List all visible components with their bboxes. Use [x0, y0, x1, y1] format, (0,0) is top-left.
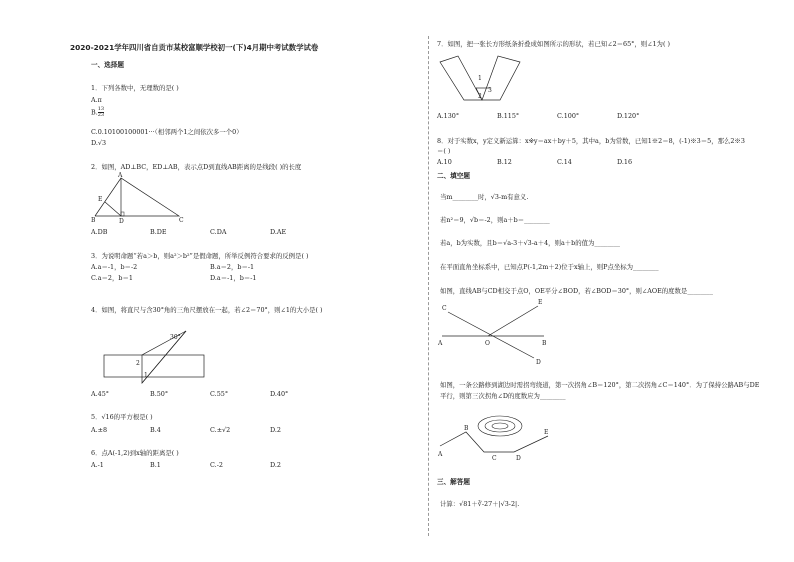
- q2-label-c: C: [179, 217, 184, 224]
- fill-q6-label-c: C: [492, 455, 497, 462]
- q5-option-a[interactable]: A.±8: [91, 426, 108, 434]
- fill-q5-label-e: E: [538, 299, 543, 306]
- q1-option-c[interactable]: C.0.10100100001···（相邻两个1之间依次多一个0）: [91, 128, 243, 136]
- q8-stem: 8．对于实数x，y定义新运算：x※y＝ax＋by＋5，其中a，b为常数，已知1※2＝8，(-1)※3＝5，那么2※3: [437, 137, 745, 145]
- fill-q3[interactable]: 若a，b为实数，且b＝√a-3＋√3-a＋4，则a＋b的值为________: [440, 239, 620, 247]
- fill-q4[interactable]: 在平面直角坐标系中，已知点P(-1,2m＋2)位于x轴上，则P点坐标为________: [440, 263, 659, 271]
- fill-q6-label-d: D: [516, 455, 521, 462]
- q3-option-a[interactable]: A.a＝-1，b＝-2: [91, 263, 138, 271]
- q4-option-d[interactable]: D.40°: [270, 390, 289, 398]
- fill-q5-label-a: A: [438, 340, 443, 347]
- q5-stem: 5．√16的平方根是( ): [91, 413, 153, 421]
- solve-q1[interactable]: 计算：√81＋∛-27＋|√3-2|.: [440, 500, 520, 508]
- q5-option-c[interactable]: C.±√2: [210, 426, 231, 434]
- q7-label-1: 1: [478, 75, 482, 82]
- q4-angle-label: 30°: [170, 334, 181, 341]
- q7-option-b[interactable]: B.115°: [497, 112, 520, 120]
- fill-q5-label-d: D: [536, 359, 541, 366]
- q7-label-2: 2: [478, 93, 482, 100]
- q4-option-a[interactable]: A.45°: [91, 390, 109, 398]
- fill-q6-line2: 平行，则第三次拐角∠D的度数应为________: [440, 392, 566, 400]
- q2-label-b: B: [91, 217, 96, 224]
- q6-option-a[interactable]: A.-1: [91, 461, 104, 469]
- fill-q5-figure: [438, 298, 558, 368]
- q7-figure: [438, 54, 528, 104]
- q2-label-a: A: [118, 172, 123, 179]
- section-choice: 一、选择题: [91, 61, 124, 69]
- q2-label-d: D: [119, 218, 124, 225]
- q2-option-d[interactable]: D.AE: [270, 228, 287, 236]
- column-divider: [428, 36, 429, 536]
- q8-stem-cont: ＝( ): [437, 147, 451, 155]
- q8-option-c[interactable]: C.14: [557, 158, 572, 166]
- section-fill: 二、填空题: [437, 172, 470, 180]
- fill-q2[interactable]: 若n²＝9，√b＝-2，则a＋b＝________: [440, 216, 550, 224]
- q3-stem: 3．为说明命题“若a＞b，则a²＞b²”是假命题，所举反例符合要求的反例是( ): [91, 252, 309, 260]
- q4-figure: [100, 325, 210, 385]
- fill-q6-label-b: B: [464, 425, 469, 432]
- q6-option-b[interactable]: B.1: [150, 461, 161, 469]
- q7-option-c[interactable]: C.100°: [557, 112, 580, 120]
- q2-option-c[interactable]: C.DA: [210, 228, 227, 236]
- q6-option-d[interactable]: D.2: [270, 461, 281, 469]
- q8-option-d[interactable]: D.16: [617, 158, 633, 166]
- q3-option-d[interactable]: D.a＝-1，b＝-1: [210, 274, 257, 282]
- fill-q6-label-a: A: [438, 451, 443, 458]
- q6-stem: 6．点A(-1,2)到x轴的距离是( ): [91, 449, 179, 457]
- q4-label-1: 1: [144, 372, 148, 379]
- q8-option-a[interactable]: A.10: [437, 158, 452, 166]
- fill-q6-line1[interactable]: 如图，一条公路修到湖边时需拐弯绕道，第一次拐角∠B＝120°，第二次拐角∠C＝140°．为了保持公路AB与DE: [440, 381, 760, 389]
- q7-label-3: 3: [488, 87, 492, 94]
- q5-option-d[interactable]: D.2: [270, 426, 281, 434]
- q4-option-c[interactable]: C.55°: [210, 390, 229, 398]
- q8-option-b[interactable]: B.12: [497, 158, 512, 166]
- q2-figure: [91, 172, 191, 225]
- q5-option-b[interactable]: B.4: [150, 426, 161, 434]
- q1-stem: 1．下列各数中，无理数的是( ): [91, 84, 179, 92]
- q7-option-d[interactable]: D.120°: [617, 112, 640, 120]
- q7-stem: 7．如图，把一张长方形纸条折叠成如图所示的形状，若已知∠2＝65°，则∠1为( ): [437, 40, 670, 48]
- fill-q6-figure: [438, 410, 558, 460]
- q4-stem: 4．如图，将直尺与含30°角的三角尺摆放在一起，若∠2＝70°，则∠1的大小是( ): [91, 306, 323, 314]
- q2-stem: 2．如图，AD⊥BC，ED⊥AB，表示点D到直线AB距离的是线段( )的长度: [91, 163, 302, 171]
- fill-q5-label-b: B: [542, 340, 547, 347]
- q1-option-a[interactable]: A.π: [91, 96, 102, 104]
- q4-label-2: 2: [136, 360, 140, 367]
- fill-q5[interactable]: 如图，直线AB与CD相交于点O，OE平分∠BOD，若∠BOD＝30°，则∠AOE的度数是________: [440, 287, 713, 295]
- q3-option-b[interactable]: B.a＝2，b＝-1: [210, 263, 255, 271]
- q1-option-d[interactable]: D.√3: [91, 139, 107, 147]
- q6-option-c[interactable]: C.-2: [210, 461, 223, 469]
- fill-q6-label-e: E: [544, 429, 549, 436]
- q1-option-b[interactable]: [91, 107, 104, 118]
- q2-label-e: E: [98, 196, 103, 203]
- section-solve: 三、解答题: [437, 478, 470, 486]
- q4-option-b[interactable]: B.50°: [150, 390, 169, 398]
- q1-b-denominator: 23: [97, 112, 105, 118]
- q2-option-a[interactable]: A.DB: [91, 228, 108, 236]
- fill-q5-label-o: O: [485, 340, 490, 347]
- q2-option-b[interactable]: B.DE: [150, 228, 167, 236]
- page-title: 2020-2021学年四川省自贡市某校富顺学校初一(下)4月期中考试数学试卷: [70, 43, 319, 52]
- fill-q5-label-c: C: [442, 305, 447, 312]
- q3-option-c[interactable]: C.a＝2，b＝1: [91, 274, 133, 282]
- q1-b-numerator: 13: [97, 106, 105, 112]
- q1-option-b-prefix: B.: [91, 108, 98, 117]
- q7-option-a[interactable]: A.130°: [437, 112, 460, 120]
- fill-q1[interactable]: 当m________时，√3-m有意义.: [440, 193, 529, 201]
